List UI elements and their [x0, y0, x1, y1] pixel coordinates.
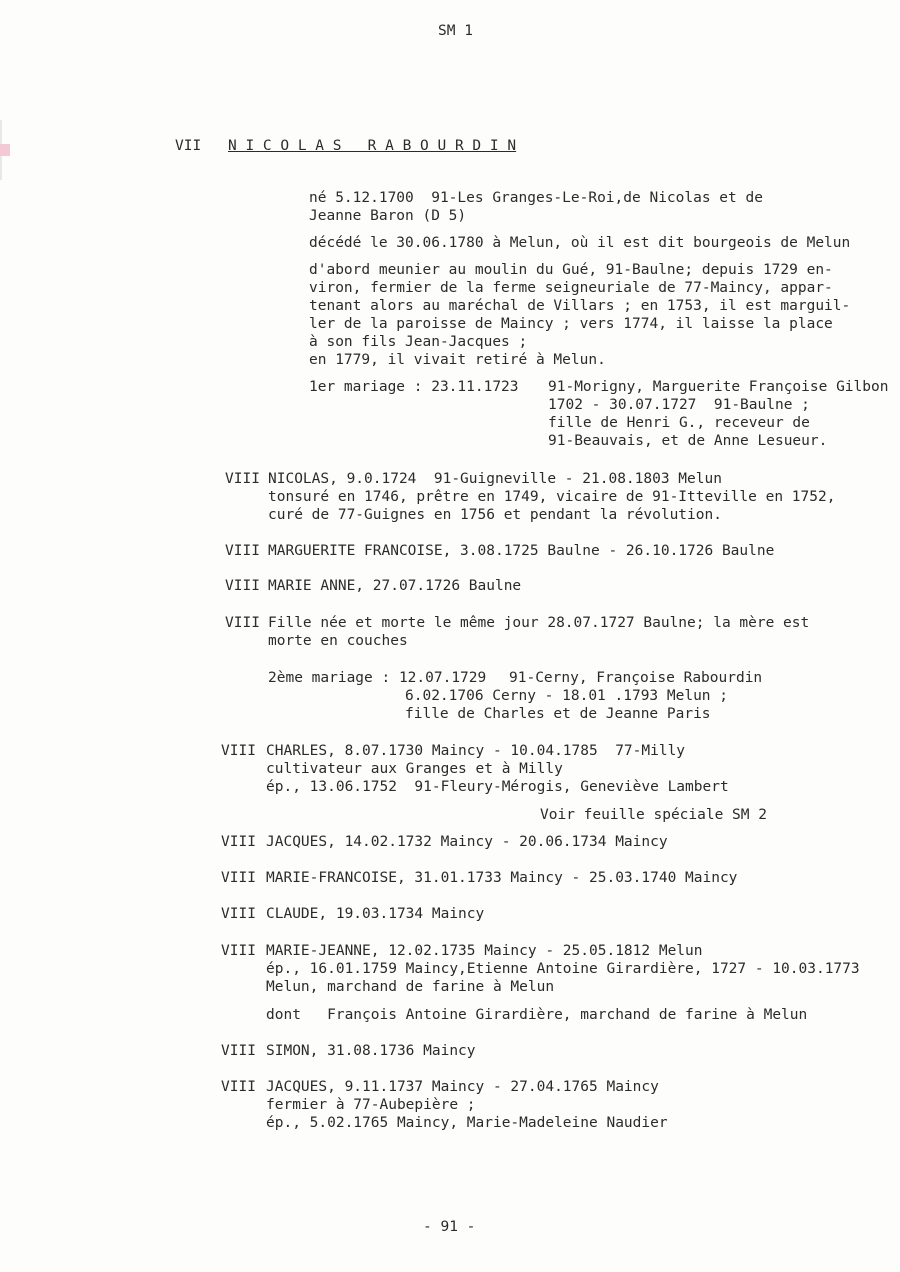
child-name-line: SIMON, 31.08.1736 Maincy — [266, 1043, 476, 1059]
marriage1-line: fille de Henri G., receveur de — [548, 415, 810, 431]
child-name-line: MARIE ANNE, 27.07.1726 Baulne — [268, 578, 522, 594]
child-detail-line: ép., 16.01.1759 Maincy,Etienne Antoine Girardière, 1727 - 10.03.1773 — [266, 961, 860, 977]
cross-reference: Voir feuille spéciale SM 2 — [540, 807, 767, 823]
child-detail-line: cultivateur aux Granges et à Milly — [266, 761, 563, 777]
marriage1-line: 91-Beauvais, et de Anne Lesueur. — [548, 433, 828, 449]
child-name-line: MARGUERITE FRANCOISE, 3.08.1725 Baulne - 26.10.1726 Baulne — [268, 543, 775, 559]
descendant-note: dont François Antoine Girardière, marchand de farine à Melun — [266, 1007, 808, 1023]
child-entry — [268, 614, 809, 650]
marriage1-details — [548, 378, 888, 450]
margin-mark — [0, 144, 10, 156]
child-entry — [266, 1096, 668, 1132]
marriage1-label: 1er mariage : 23.11.1723 — [309, 379, 519, 395]
child-detail-line: ép., 5.02.1765 Maincy, Marie-Madeleine Naudier — [266, 1115, 668, 1131]
generation-number: VII — [175, 138, 202, 154]
marriage1-line: 1702 - 30.07.1727 91-Baulne ; — [548, 397, 810, 413]
person-title: N I C O L A S R A B O U R D I N — [228, 138, 517, 154]
child-name-line: JACQUES, 14.02.1732 Maincy - 20.06.1734 Maincy — [266, 834, 668, 850]
marriage2-line: fille de Charles et de Jeanne Paris — [405, 706, 711, 722]
career-info — [309, 261, 850, 369]
child-entry — [266, 960, 860, 996]
child-detail-line: curé de 77-Guignes en 1756 et pendant la révolution. — [268, 507, 722, 523]
child-name-line: MARIE-JEANNE, 12.02.1735 Maincy - 25.05.1812 Melun — [266, 943, 703, 959]
child-name-line: NICOLAS, 9.0.1724 91-Guigneville - 21.08.1803 Melun — [268, 471, 722, 487]
child-detail-line: fermier à 77-Aubepière ; — [266, 1097, 476, 1113]
death-info: décédé le 30.06.1780 à Melun, où il est dit bourgeois de Melun — [309, 235, 851, 251]
child-name-line: JACQUES, 9.11.1737 Maincy - 27.04.1765 Maincy — [266, 1079, 659, 1095]
child-generation: VIII — [225, 578, 260, 594]
child-entry — [266, 760, 729, 796]
child-generation: VIII — [221, 906, 256, 922]
marriage1-line: 91-Morigny, Marguerite Françoise Gilbon — [548, 379, 889, 395]
child-detail-line: tonsuré en 1746, prêtre en 1749, vicaire de 91-Itteville en 1752, — [268, 489, 836, 505]
child-name-line: CHARLES, 8.07.1730 Maincy - 10.04.1785 77-Milly — [266, 743, 686, 759]
marriage2-label: 2ème mariage : 12.07.1729 — [268, 670, 487, 686]
career-line: à son fils Jean-Jacques ; — [309, 334, 528, 350]
child-name-line: Fille née et morte le même jour 28.07.1727 Baulne; la mère est — [268, 615, 810, 631]
child-generation: VIII — [221, 1079, 256, 1095]
child-generation: VIII — [225, 615, 260, 631]
page-header: SM 1 — [438, 23, 473, 39]
child-detail-line: morte en couches — [268, 633, 408, 649]
child-generation: VIII — [221, 870, 256, 886]
career-line: en 1779, il vivait retiré à Melun. — [309, 352, 606, 368]
child-detail-line: Melun, marchand de farine à Melun — [266, 979, 555, 995]
career-line: viron, fermier de la ferme seigneuriale de 77-Maincy, appar- — [309, 280, 833, 296]
marriage2-line: 6.02.1706 Cerny - 18.01 .1793 Melun ; — [405, 688, 729, 704]
marriage2-spouse: 91-Cerny, Françoise Rabourdin — [509, 670, 763, 686]
child-detail-line: ép., 13.06.1752 91-Fleury-Mérogis, Geneviève Lambert — [266, 779, 729, 795]
child-generation: VIII — [221, 943, 256, 959]
child-entry — [268, 470, 835, 524]
birth-line: Jeanne Baron (D 5) — [309, 208, 467, 224]
career-line: tenant alors au maréchal de Villars ; en 1753, il est marguil- — [309, 298, 851, 314]
child-generation: VIII — [221, 743, 256, 759]
child-generation: VIII — [221, 834, 256, 850]
child-generation: VIII — [221, 1043, 256, 1059]
birth-info — [309, 189, 763, 225]
child-generation: VIII — [225, 471, 260, 487]
child-name-line: CLAUDE, 19.03.1734 Maincy — [266, 906, 485, 922]
child-generation: VIII — [225, 543, 260, 559]
birth-line: né 5.12.1700 91-Les Granges-Le-Roi,de Nicolas et de — [309, 190, 763, 206]
marriage2-details — [405, 687, 728, 723]
career-line: d'abord meunier au moulin du Gué, 91-Baulne; depuis 1729 en- — [309, 262, 833, 278]
page-number: - 91 - — [423, 1219, 476, 1235]
child-name-line: MARIE-FRANCOISE, 31.01.1733 Maincy - 25.03.1740 Maincy — [266, 870, 738, 886]
career-line: ler de la paroisse de Maincy ; vers 1774, il laisse la place — [309, 316, 833, 332]
